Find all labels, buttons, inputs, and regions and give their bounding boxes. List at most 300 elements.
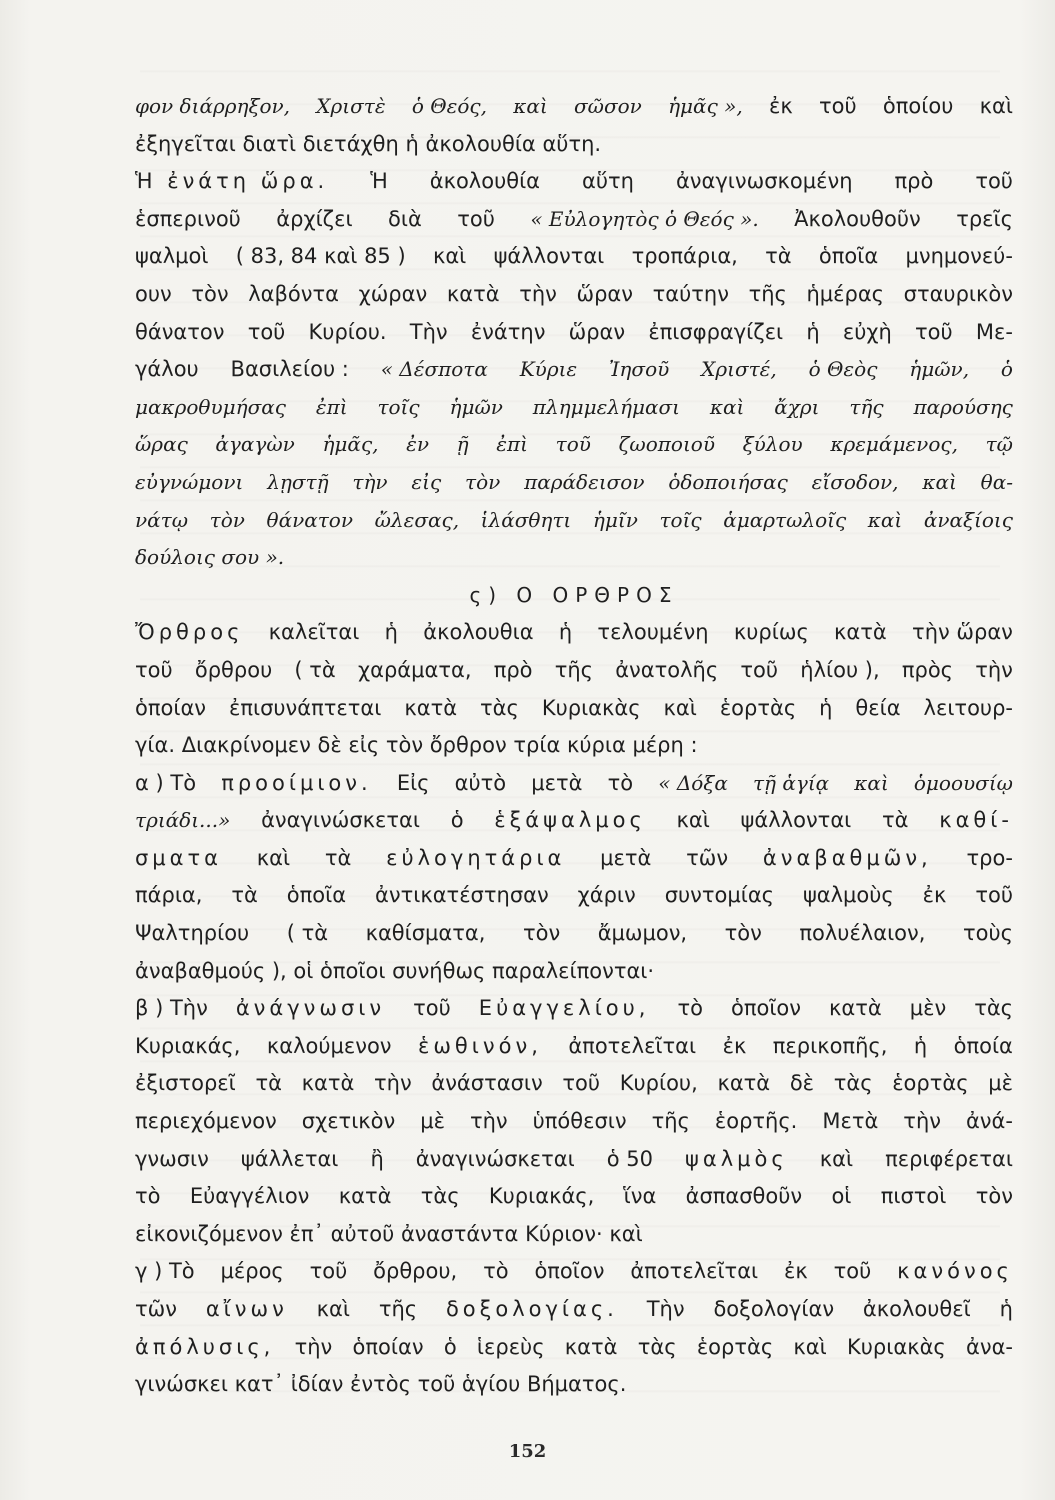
word: ὑπόθεσιν bbox=[532, 1109, 627, 1134]
word: τοῦ bbox=[833, 1259, 872, 1284]
word: λειτουρ- bbox=[923, 695, 1013, 720]
word: τῶν bbox=[686, 845, 729, 870]
word: Εἰς bbox=[396, 770, 430, 795]
word: ὁποῖα bbox=[818, 244, 879, 269]
spaced-term: ἑωθινόν, bbox=[418, 1033, 542, 1058]
word: Βασιλείου : bbox=[230, 357, 349, 382]
italic-quote-word: ἀγαγὼν bbox=[215, 432, 295, 457]
word: ψάλλονται bbox=[493, 244, 605, 269]
word: ἀνά- bbox=[965, 1109, 1013, 1134]
text-line bbox=[135, 840, 1013, 878]
word: τὰ bbox=[881, 808, 909, 833]
word: ἀνατολῆς bbox=[615, 657, 719, 682]
italic-quote-word: θα- bbox=[980, 469, 1013, 494]
word: ἀναγινώσκεται bbox=[415, 1146, 575, 1171]
word: καλούμενον bbox=[266, 1033, 392, 1058]
word: ἀποτελεῖται bbox=[568, 1033, 697, 1058]
body-text bbox=[135, 88, 1013, 1404]
word: ἀποτελεῖται bbox=[630, 1259, 759, 1284]
text-line bbox=[135, 1291, 1013, 1329]
word: ( 83, 84 καὶ 85 ) bbox=[235, 244, 406, 269]
italic-quote-word: καὶ bbox=[867, 507, 903, 532]
italic-quote-word: Χριστὲ bbox=[316, 94, 386, 118]
word: τοὺς bbox=[962, 921, 1013, 946]
italic-quote-word: νάτῳ bbox=[135, 507, 189, 532]
word: ἐξηγεῖται διατὶ διετάχθη ἡ ἀκολουθία αὕτη. bbox=[135, 131, 602, 156]
word: Κυριακὰς bbox=[847, 1334, 946, 1359]
word: τοῦ bbox=[975, 883, 1013, 908]
word: ἑορτὰς bbox=[696, 1334, 774, 1359]
word: ἀνάστασιν bbox=[431, 1071, 543, 1096]
word: μέρος bbox=[220, 1259, 284, 1284]
italic-quote-word: « Δόξα bbox=[658, 770, 728, 795]
spaced-term: προοίμιον. bbox=[221, 770, 372, 795]
text-line bbox=[135, 614, 1013, 652]
italic-quote-word: ὁ Θεὸς bbox=[808, 357, 878, 382]
word: τῆς bbox=[651, 1109, 690, 1134]
word: τελουμένη bbox=[597, 620, 709, 645]
italic-quote-word: θάνατον bbox=[266, 507, 354, 532]
word: τοῦ bbox=[457, 206, 495, 231]
text-line bbox=[135, 877, 1013, 915]
spaced-term: ἀναβαθμῶν, bbox=[762, 845, 932, 870]
italic-quote-word: ἐπὶ bbox=[315, 394, 348, 419]
italic-quote-word: ἐπὶ bbox=[496, 432, 529, 457]
word: ὁποῖον bbox=[534, 1259, 605, 1284]
word: μετὰ bbox=[531, 770, 583, 795]
word: κατὰ bbox=[446, 281, 500, 306]
word: δοξολογίαν bbox=[713, 1297, 835, 1321]
word: Εὐαγγέλιον bbox=[189, 1184, 310, 1209]
word: σχετικὸν bbox=[301, 1109, 396, 1134]
word: χώραν bbox=[358, 281, 428, 306]
spaced-term: Εὐαγγελίου, bbox=[478, 996, 650, 1021]
spaced-term: Ἡ ἐνάτη ὥρα. bbox=[135, 169, 329, 194]
word: ἀκολουθεῖ bbox=[862, 1297, 971, 1321]
word: ἀσπασθοῦν bbox=[685, 1184, 803, 1209]
word: τὸν bbox=[724, 921, 762, 946]
word: ὥραν bbox=[568, 319, 626, 344]
word: τὸ bbox=[135, 1184, 161, 1209]
word: Κυρίου, bbox=[619, 1071, 698, 1096]
word: τὴν ὥραν bbox=[912, 620, 1013, 645]
italic-quote-word: ξύλου bbox=[742, 432, 803, 457]
word: τῶν bbox=[135, 1297, 177, 1321]
text-line bbox=[135, 990, 1013, 1028]
word: τὸ bbox=[607, 770, 634, 795]
italic-quote-word: δούλοις σου ». bbox=[135, 545, 285, 570]
italic-quote-word: εἰς bbox=[411, 469, 442, 494]
italic-quote-word: τριάδι...» bbox=[135, 808, 231, 833]
word: ἐνάτην bbox=[470, 319, 546, 344]
italic-quote-word: ὁδοποιήσας bbox=[668, 469, 788, 494]
text-line bbox=[135, 539, 1013, 577]
word: ἀρχίζει bbox=[276, 206, 353, 231]
italic-quote-word: ῇ bbox=[456, 432, 469, 457]
word: τὸν bbox=[522, 921, 561, 946]
word: Κυρίου. bbox=[308, 319, 387, 344]
word: συντομίας bbox=[664, 883, 775, 908]
word: τὰ bbox=[324, 845, 352, 870]
word: τὰς bbox=[480, 695, 519, 720]
word: ὥραν bbox=[576, 281, 633, 306]
word: εἰκονιζόμενον ἐπ᾽ αὐτοῦ ἀναστάντα Κύριον· καὶ bbox=[135, 1221, 643, 1246]
word: ὁ bbox=[443, 1334, 457, 1359]
word: Μετὰ bbox=[822, 1109, 879, 1134]
italic-quote-word: πλημμελήμασι bbox=[532, 394, 680, 419]
word: τρεῖς bbox=[956, 206, 1013, 231]
word: ὁ bbox=[450, 808, 464, 833]
text-line bbox=[135, 915, 1013, 953]
word: κυρίως bbox=[733, 620, 809, 645]
word: πρὸς bbox=[901, 657, 954, 682]
word: τῆς bbox=[378, 1297, 418, 1321]
word: ἡ bbox=[558, 620, 573, 645]
word: αὕτη bbox=[582, 169, 634, 194]
word: καὶ bbox=[316, 1297, 350, 1321]
word: ἡ bbox=[913, 1033, 928, 1058]
word: γινώσκει κατ᾽ ἰδίαν ἐντὸς τοῦ ἁγίου Βήματος. bbox=[135, 1372, 627, 1397]
word: γάλου bbox=[135, 357, 199, 382]
word: τὴν bbox=[519, 281, 557, 306]
word: ἐκ bbox=[768, 94, 793, 118]
word: τὸν bbox=[975, 1184, 1013, 1209]
spaced-term: κανόνος bbox=[897, 1259, 1013, 1284]
word: τὸ bbox=[483, 1259, 509, 1284]
spaced-term: ἑξάψαλμος bbox=[494, 808, 646, 833]
word: ( τὰ bbox=[286, 921, 329, 946]
word: καὶ bbox=[979, 94, 1013, 118]
word: καθίσματα, bbox=[365, 921, 486, 946]
word: ὄρθρου, bbox=[373, 1259, 458, 1284]
italic-quote-word: καὶ bbox=[854, 770, 889, 795]
word: Κυριακάς, bbox=[488, 1184, 595, 1209]
word: τοῦ bbox=[975, 169, 1013, 194]
word: ἑορτῆς. bbox=[714, 1109, 798, 1134]
word: οἱ bbox=[831, 1184, 852, 1209]
italic-quote-word: τὸν bbox=[209, 507, 245, 532]
word: περιεχόμενον bbox=[135, 1109, 277, 1134]
word: κατὰ bbox=[717, 1071, 771, 1096]
italic-quote-word: τῇ ἁγίᾳ bbox=[752, 770, 830, 795]
word: β ) Τὴν bbox=[135, 996, 208, 1021]
italic-quote-word: ὁμοουσίῳ bbox=[913, 770, 1013, 795]
word: τὰ bbox=[765, 244, 792, 269]
word: ουν bbox=[135, 281, 172, 306]
text-line bbox=[135, 690, 1013, 728]
word: ἀκολουθια bbox=[423, 620, 534, 645]
word: ψαλμοὺς bbox=[802, 883, 894, 908]
italic-quote-word: καὶ bbox=[709, 394, 745, 419]
italic-quote-word: ἡμῶν bbox=[449, 394, 503, 419]
word: κατὰ bbox=[338, 1184, 392, 1209]
spaced-term: ἀνάγνωσιν bbox=[235, 996, 386, 1021]
word: ς) Ο ΟΡΘΡΟΣ bbox=[469, 582, 679, 607]
word: γία. Διακρίνομεν δὲ εἰς τὸν ὄρθρον τρία κύρια μέρη : bbox=[135, 733, 698, 758]
text-line bbox=[135, 88, 1013, 126]
word: τὴν bbox=[903, 1109, 941, 1134]
word: τῆς bbox=[748, 281, 787, 306]
word: ἱερεὺς bbox=[476, 1334, 545, 1359]
word: ἐκ bbox=[722, 1033, 747, 1058]
text-line bbox=[135, 238, 1013, 276]
word: ὁποῖα bbox=[286, 883, 347, 908]
word: σταυρικὸν bbox=[903, 281, 1013, 306]
word: ἡ bbox=[384, 620, 398, 645]
word: Τὴν bbox=[409, 319, 448, 344]
italic-quote-word: ἡμᾶς », bbox=[668, 94, 743, 118]
word: ἐπισυνάπτεται bbox=[229, 695, 382, 720]
word: ὁποίου bbox=[882, 94, 954, 118]
text-line bbox=[135, 1178, 1013, 1216]
word: τοῦ bbox=[135, 657, 173, 682]
spaced-term: αἴνων bbox=[205, 1297, 288, 1321]
word: πρὸ bbox=[894, 169, 934, 194]
word: μὲν bbox=[909, 996, 947, 1021]
word: τρο- bbox=[966, 845, 1013, 870]
italic-quote-word: ὁ Θεός, bbox=[411, 94, 487, 118]
word: διὰ bbox=[388, 206, 422, 231]
italic-quote-word: καὶ bbox=[513, 94, 548, 118]
word: δὲ bbox=[789, 1071, 815, 1096]
spaced-term: σματα bbox=[135, 845, 222, 870]
word: ὁποία bbox=[953, 1033, 1013, 1058]
italic-quote-word: τὴν bbox=[352, 469, 388, 494]
italic-quote-word: ἡμῖν bbox=[592, 507, 638, 532]
word: κατὰ bbox=[829, 996, 882, 1021]
spaced-term: δοξολογίας. bbox=[445, 1297, 618, 1321]
text-line bbox=[135, 351, 1013, 389]
word: ψαλμοὶ bbox=[135, 244, 209, 269]
italic-quote-word: Κύριε bbox=[519, 357, 578, 382]
word: λαβόντα bbox=[248, 281, 339, 306]
word: ἐκ bbox=[922, 883, 947, 908]
word: ( τὰ bbox=[294, 657, 336, 682]
word: μὲ bbox=[420, 1109, 445, 1134]
word: πάρια, bbox=[135, 883, 203, 908]
word: μνημονεύ- bbox=[905, 244, 1013, 269]
word: κατὰ bbox=[404, 695, 458, 720]
italic-quote-word: ἁμαρτωλοῖς bbox=[723, 507, 847, 532]
word: τοῦ bbox=[309, 1259, 348, 1284]
word: τοῦ bbox=[413, 996, 451, 1021]
italic-quote-word: παρούσης bbox=[913, 394, 1013, 419]
word: τοῦ bbox=[740, 657, 779, 682]
page-number: 152 bbox=[508, 1441, 547, 1462]
text-line bbox=[135, 802, 1013, 840]
spaced-term: Ὄρθρος bbox=[135, 620, 244, 645]
word: καὶ bbox=[256, 845, 291, 870]
word: Ἀκολουθοῦν bbox=[794, 206, 921, 231]
word: τὰς bbox=[420, 1184, 460, 1209]
italic-quote-word: ὥρας bbox=[135, 432, 188, 457]
word: ὄρθρου bbox=[194, 657, 273, 682]
word: γνωσιν bbox=[135, 1146, 209, 1171]
word: ἢ bbox=[370, 1146, 384, 1171]
text-line bbox=[135, 126, 1013, 164]
word: αὐτὸ bbox=[454, 770, 507, 795]
italic-quote-word: εὐγνώμονι bbox=[135, 469, 244, 494]
word: τὴν bbox=[294, 1334, 333, 1359]
word: ἄμωμον, bbox=[597, 921, 688, 946]
italic-quote-word: εἴσοδον, bbox=[811, 469, 899, 494]
word: θεία bbox=[855, 695, 901, 720]
text-line bbox=[135, 1028, 1013, 1066]
word: τὴν bbox=[975, 657, 1013, 682]
italic-quote-word: ὁ bbox=[1000, 357, 1013, 382]
word: ἑσπερινοῦ bbox=[135, 206, 241, 231]
text-line bbox=[135, 201, 1013, 239]
word: εὐχὴ bbox=[842, 319, 892, 344]
word: τὰ bbox=[231, 883, 258, 908]
word: τὰς bbox=[637, 1334, 677, 1359]
word: Κυριακὰς bbox=[541, 695, 641, 720]
word: τὰς bbox=[833, 1071, 873, 1096]
italic-quote-word: κρεμάμενος, bbox=[830, 432, 958, 457]
text-line bbox=[135, 1253, 1013, 1291]
word: καὶ bbox=[663, 695, 697, 720]
text-line bbox=[135, 163, 1013, 201]
word: ἡλίου ), bbox=[800, 657, 880, 682]
word: περικοπῆς, bbox=[772, 1033, 888, 1058]
italic-quote-word: τῆς bbox=[849, 394, 884, 419]
italic-quote-word: παράδεισον bbox=[524, 469, 645, 494]
word: καὶ bbox=[432, 244, 467, 269]
word: ἡ bbox=[819, 695, 833, 720]
word: ὁποῖον bbox=[730, 996, 802, 1021]
word: ὁποίαν bbox=[352, 1334, 424, 1359]
word: κατὰ bbox=[834, 620, 887, 645]
word: καὶ bbox=[793, 1334, 827, 1359]
word: τὴν bbox=[469, 1109, 508, 1134]
spaced-term: ψαλμὸς bbox=[685, 1146, 788, 1171]
word: τὸν bbox=[191, 281, 229, 306]
word: μετὰ bbox=[600, 845, 652, 870]
word: Τὴν bbox=[646, 1297, 685, 1321]
word: ταύτην bbox=[652, 281, 729, 306]
italic-quote-word: ἡμᾶς, bbox=[322, 432, 379, 457]
word: ἀνα- bbox=[966, 1334, 1013, 1359]
text-line bbox=[135, 953, 1013, 991]
word: περιφέρεται bbox=[885, 1146, 1013, 1171]
text-line bbox=[135, 1141, 1013, 1179]
section-heading bbox=[135, 577, 1013, 615]
word: ἐκ bbox=[784, 1259, 808, 1284]
word: Ψαλτηρίου bbox=[135, 921, 250, 946]
word: τῆς bbox=[554, 657, 594, 682]
word: καλεῖται bbox=[268, 620, 360, 645]
word: πιστοὶ bbox=[880, 1184, 947, 1209]
word: ἑορτὰς bbox=[892, 1071, 969, 1096]
text-line bbox=[135, 1366, 1013, 1404]
text-line bbox=[135, 276, 1013, 314]
word: ἡμέρας bbox=[806, 281, 885, 306]
word: τροπάρια, bbox=[631, 244, 738, 269]
word: τὴν bbox=[374, 1071, 412, 1096]
word: καὶ bbox=[819, 1146, 854, 1171]
word: ἡ bbox=[806, 319, 820, 344]
word: α ) Τὸ bbox=[135, 770, 197, 795]
italic-quote-word: τὸν bbox=[465, 469, 501, 494]
word: ἀναβαθμούς ), οἱ ὁποῖοι συνήθως παραλείπονται· bbox=[135, 958, 655, 983]
italic-quote-word: σῶσον bbox=[574, 94, 642, 118]
word: ψάλλεται bbox=[240, 1146, 339, 1171]
word: ἀκολουθία bbox=[429, 169, 541, 194]
word: γ ) Τὸ bbox=[135, 1259, 195, 1284]
text-line bbox=[135, 1103, 1013, 1141]
word: μὲ bbox=[988, 1071, 1013, 1096]
word: Με- bbox=[975, 319, 1013, 344]
italic-quote-word: ζωοποιοῦ bbox=[618, 432, 715, 457]
word: ἀντικατέστησαν bbox=[375, 883, 549, 908]
italic-quote-word: ὤλεσας, bbox=[374, 507, 460, 532]
word: κατὰ bbox=[301, 1071, 355, 1096]
word: πολυέλαιον, bbox=[799, 921, 926, 946]
word: πρὸ bbox=[493, 657, 533, 682]
italic-quote-word: Ἰησοῦ bbox=[609, 357, 670, 382]
word: ἡ bbox=[999, 1297, 1013, 1321]
word: τοῦ bbox=[915, 319, 953, 344]
text-line bbox=[135, 389, 1013, 427]
italic-quote-word: τοῖς bbox=[659, 507, 702, 532]
word: κατὰ bbox=[564, 1334, 618, 1359]
text-line bbox=[135, 502, 1013, 540]
word: ὁποίαν bbox=[135, 695, 207, 720]
text-line bbox=[135, 314, 1013, 352]
italic-quote-word: ἱλάσθητι bbox=[480, 507, 572, 532]
italic-quote-word: « Εὐλογητὸς ὁ Θεός ». bbox=[530, 206, 759, 231]
word: τοῦ bbox=[247, 319, 286, 344]
word: ἀναγινωσκομένη bbox=[675, 169, 853, 194]
italic-quote-word: ἡμῶν, bbox=[909, 357, 970, 382]
text-line bbox=[135, 765, 1013, 803]
italic-quote-word: ἄχρι bbox=[774, 394, 820, 419]
word: τοῦ bbox=[562, 1071, 601, 1096]
italic-quote-word: τοῖς bbox=[377, 394, 420, 419]
word: ἵνα bbox=[623, 1184, 657, 1209]
italic-quote-word: ἐν bbox=[406, 432, 430, 457]
word: χάριν bbox=[577, 883, 636, 908]
text-line bbox=[135, 464, 1013, 502]
italic-quote-word: φον διάρρηξον, bbox=[135, 94, 291, 118]
italic-quote-word: ἀναξίοις bbox=[923, 507, 1013, 532]
italic-quote-word: « Δέσποτα bbox=[380, 357, 488, 382]
word: ὁ 50 bbox=[606, 1146, 653, 1171]
spaced-term: ἀπόλυσις, bbox=[135, 1334, 275, 1359]
word: ἑορτὰς bbox=[719, 695, 797, 720]
text-line bbox=[135, 426, 1013, 464]
word: τοῦ bbox=[818, 94, 857, 118]
text-line bbox=[135, 652, 1013, 690]
word: θάνατον bbox=[135, 319, 225, 344]
word: ἐξιστορεῖ bbox=[135, 1071, 236, 1096]
text-line bbox=[135, 1216, 1013, 1254]
word: τὰ bbox=[255, 1071, 282, 1096]
italic-quote-word: τοῦ bbox=[555, 432, 591, 457]
word: καὶ bbox=[676, 808, 710, 833]
text-line bbox=[135, 1329, 1013, 1367]
word: χαράματα, bbox=[357, 657, 472, 682]
word: Ἡ bbox=[370, 169, 388, 194]
text-line bbox=[135, 727, 1013, 765]
word: τὰς bbox=[974, 996, 1013, 1021]
word: τὸ bbox=[677, 996, 703, 1021]
italic-quote-word: Χριστέ, bbox=[701, 357, 777, 382]
spaced-term: εὐλογητάρια bbox=[386, 845, 566, 870]
italic-quote-word: καὶ bbox=[922, 469, 957, 494]
italic-quote-word: λῃστῇ bbox=[267, 469, 329, 494]
spaced-term: καθί- bbox=[939, 808, 1013, 833]
